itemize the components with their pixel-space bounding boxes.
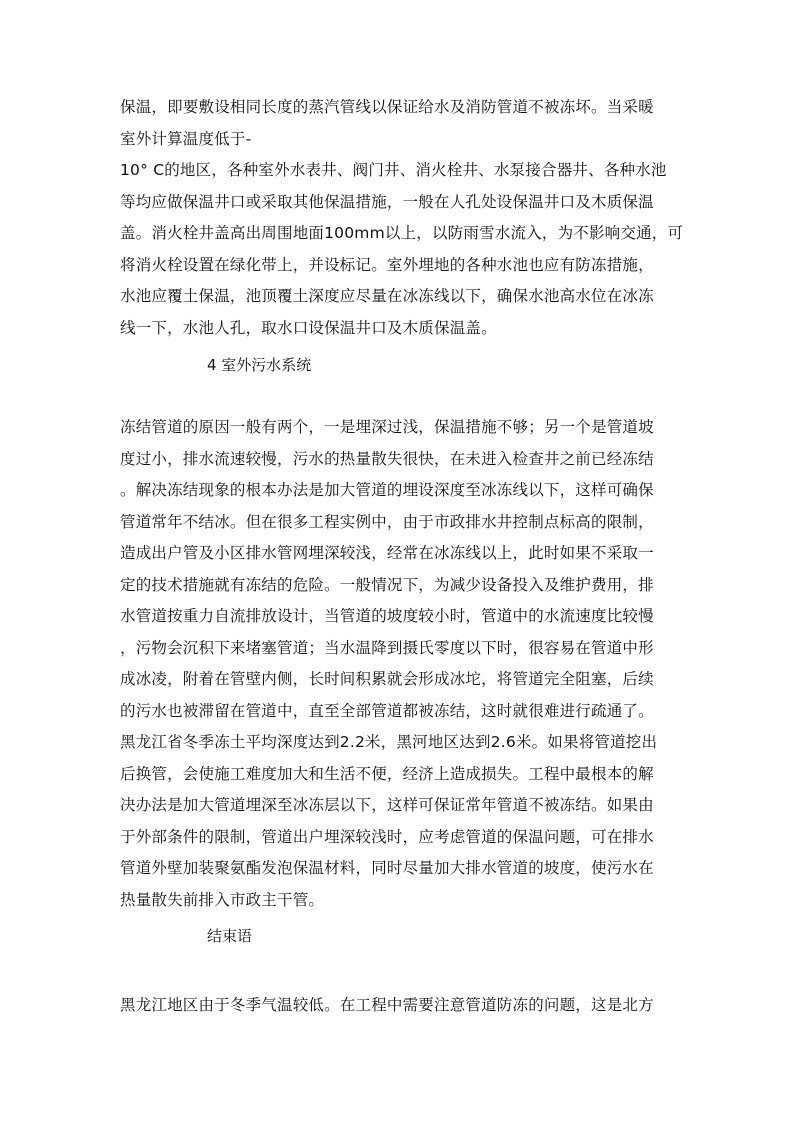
text-line: 热量散失前排入市政主干管。 — [120, 890, 325, 909]
text-line: 管道外壁加装聚氨酯发泡保温材料，同时尽量加大排水管道的坡度，使污水在 — [120, 859, 654, 877]
text-line: 造成出户管及小区排水管网埋深较浅，经常在冰冻线以上，此时如果不采取一 — [120, 544, 654, 562]
text-line: 黑龙江省冬季冻土平均深度达到2.2米，黑河地区达到2.6米。如果将管道挖出 — [120, 733, 658, 751]
text-line: 10° C的地区，各种室外水表井、阀门井、消火栓井、水泵接合器井、各种水池 — [120, 161, 667, 179]
text-line: 水管道按重力自流排放设计，当管道的坡度较小时，管道中的水流速度比较慢 — [120, 607, 654, 625]
text-line: ，污物会沉积下来堵塞管道；当水温降到摄氏零度以下时，很容易在管道中形 — [120, 638, 654, 657]
text-line: 的污水也被滞留在管道中，直至全部管道都被冻结，这时就很难进行疏通了。 — [120, 701, 654, 720]
text-line: 后换管，会使施工难度加大和生活不便，经济上造成损失。工程中最根本的解 — [120, 764, 654, 783]
text-line: 管道常年不结冰。但在很多工程实例中，由于市政排水井控制点标高的限制， — [120, 512, 654, 531]
section-heading-outdoor-sewage: 4 室外污水系统 — [207, 356, 312, 374]
text-line: 决办法是加大管道埋深至冰冻层以下，这样可保证常年管道不被冻结。如果由 — [120, 796, 654, 814]
section-heading-conclusion: 结束语 — [207, 927, 253, 945]
text-line: 盖。消火栓井盖高出周围地面100mm以上，以防雨雪水流入，为不影响交通，可 — [120, 224, 684, 242]
text-line: 室外计算温度低于- — [120, 129, 252, 148]
text-line: 黑龙江地区由于冬季气温较低。在工程中需要注意管道防冻的问题，这是北方 — [120, 996, 654, 1014]
text-line: 成冰凌，附着在管壁内侧，长时间积累就会形成冰坨，将管道完全阻塞，后续 — [120, 670, 654, 688]
text-line: 冻结管道的原因一般有两个，一是埋深过浅，保温措施不够；另一个是管道坡 — [120, 418, 654, 436]
text-line: 将消火栓设置在绿化带上，并设标记。室外埋地的各种水池也应有防冻措施， — [120, 255, 654, 274]
paragraph-sewage-freezing — [120, 412, 672, 916]
text-line: 保温，即要敷设相同长度的蒸汽管线以保证给水及消防管道不被冻坏。当采暖 — [120, 98, 654, 116]
paragraph-conclusion — [120, 990, 672, 1022]
text-line: 线一下，水池人孔，取水口设保温井口及木质保温盖。 — [120, 318, 497, 337]
text-line: 度过小，排水流速较慢，污水的热量散失很快，在未进入检查井之前已经冻结 — [120, 449, 654, 468]
text-line: 等均应做保温井口或采取其他保温措施，一般在人孔处设保温井口及木质保温 — [120, 192, 654, 211]
text-line: 于外部条件的限制，管道出户埋深较浅时，应考虑管道的保温问题，可在排水 — [120, 827, 654, 846]
paragraph-insulation — [120, 92, 684, 344]
text-line: 。解决冻结现象的根本办法是加大管道的埋设深度至冰冻线以下，这样可确保 — [120, 481, 654, 499]
text-line: 水池应覆土保温，池顶覆土深度应尽量在冰冻线以下，确保水池高水位在冰冻 — [120, 287, 654, 305]
text-line: 定的技术措施就有冻结的危险。一般情况下，为减少设备投入及维护费用，排 — [120, 575, 654, 594]
